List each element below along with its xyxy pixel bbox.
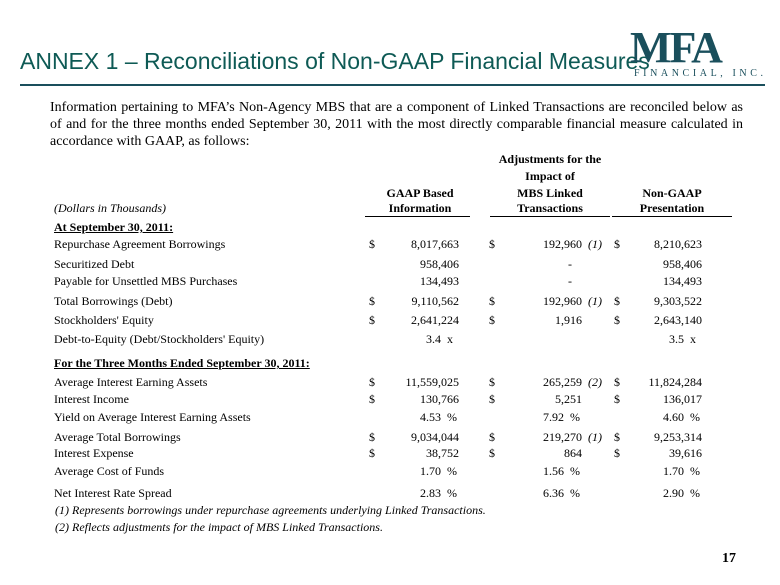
row-label: Yield on Average Interest Earning Assets bbox=[54, 410, 251, 424]
unit-suffix: % bbox=[447, 486, 457, 500]
intro-paragraph: Information pertaining to MFA’s Non-Agency MBS that are a component of Linked Transactions are reconciled below as of and for the three months ended September 30, 2011 with the most directly comparable financial measure calculated in accordance with GAAP, as follows: bbox=[50, 100, 743, 149]
currency-symbol: $ bbox=[489, 294, 495, 308]
value-col2: 7.92 bbox=[543, 410, 564, 424]
table-row bbox=[54, 257, 734, 273]
unit-suffix: % bbox=[690, 410, 700, 424]
currency-symbol: $ bbox=[614, 392, 620, 406]
row-label: At September 30, 2011: bbox=[54, 220, 174, 234]
table-row bbox=[54, 294, 734, 310]
row-label: Interest Expense bbox=[54, 446, 134, 460]
value-col3: 134,493 bbox=[663, 274, 702, 288]
value-col2: 864 bbox=[564, 446, 582, 460]
currency-symbol: $ bbox=[614, 430, 620, 444]
gaap-header-underline bbox=[365, 216, 470, 217]
value-col2: 6.36 bbox=[543, 486, 564, 500]
value-col2: 5,251 bbox=[555, 392, 582, 406]
currency-symbol: $ bbox=[489, 313, 495, 327]
value-col3: 2.90 bbox=[663, 486, 684, 500]
value-col3: 4.60 bbox=[663, 410, 684, 424]
table-row bbox=[54, 410, 734, 426]
value-col1: 2.83 bbox=[420, 486, 441, 500]
value-col2: 1.56 bbox=[543, 464, 564, 478]
value-col1: 958,406 bbox=[420, 257, 459, 271]
table-section-heading bbox=[54, 356, 734, 372]
row-label: Net Interest Rate Spread bbox=[54, 486, 172, 500]
footnote-2: (2) Reflects adjustments for the impact of MBS Linked Transactions. bbox=[55, 520, 383, 534]
value-col2: 1,916 bbox=[555, 313, 582, 327]
value-col2: 265,259 bbox=[543, 375, 582, 389]
adj-header-line3: MBS Linked bbox=[517, 186, 583, 200]
value-col3: 9,303,522 bbox=[654, 294, 702, 308]
value-col1: 38,752 bbox=[426, 446, 459, 460]
unit-suffix: % bbox=[570, 464, 580, 478]
value-col3: 958,406 bbox=[663, 257, 702, 271]
unit-suffix: % bbox=[570, 486, 580, 500]
value-col1: 9,034,044 bbox=[411, 430, 459, 444]
value-col3: 3.5 bbox=[669, 332, 684, 346]
currency-symbol: $ bbox=[369, 313, 375, 327]
row-label: Repurchase Agreement Borrowings bbox=[54, 237, 226, 251]
row-label: Payable for Unsettled MBS Purchases bbox=[54, 274, 238, 288]
row-label: Average Total Borrowings bbox=[54, 430, 181, 444]
dollars-label: (Dollars in Thousands) bbox=[54, 201, 167, 215]
row-label: Securitized Debt bbox=[54, 257, 135, 271]
row-label: Interest Income bbox=[54, 392, 129, 406]
gaap-header-line2: Information bbox=[388, 201, 452, 215]
currency-symbol: $ bbox=[369, 237, 375, 251]
adj-header-line2: Impact of bbox=[525, 169, 575, 183]
value-col2: 192,960 bbox=[543, 294, 582, 308]
currency-symbol: $ bbox=[489, 430, 495, 444]
logo-subtitle: FINANCIAL, INC. bbox=[634, 68, 767, 79]
nongaap-header-line1: Non-GAAP bbox=[642, 186, 702, 200]
mfa-logo bbox=[628, 23, 767, 82]
currency-symbol: $ bbox=[614, 313, 620, 327]
title-rule bbox=[20, 84, 765, 86]
currency-symbol: $ bbox=[489, 375, 495, 389]
unit-suffix: % bbox=[690, 464, 700, 478]
currency-symbol: $ bbox=[369, 392, 375, 406]
value-col2: 192,960 bbox=[543, 237, 582, 251]
page-number: 17 bbox=[722, 551, 736, 566]
value-col1: 4.53 bbox=[420, 410, 441, 424]
table-section-heading bbox=[54, 220, 734, 236]
value-col1: 2,641,224 bbox=[411, 313, 459, 327]
footnote-ref: (1) bbox=[588, 430, 602, 444]
row-label: For the Three Months Ended September 30, 2011: bbox=[54, 356, 310, 370]
table-row bbox=[54, 237, 734, 253]
table-row bbox=[54, 313, 734, 329]
table-row bbox=[54, 486, 734, 502]
unit-suffix: % bbox=[447, 410, 457, 424]
value-col3: 8,210,623 bbox=[654, 237, 702, 251]
value-col1: 9,110,562 bbox=[411, 294, 459, 308]
table-row bbox=[54, 274, 734, 290]
table-row bbox=[54, 375, 734, 391]
value-col1: 134,493 bbox=[420, 274, 459, 288]
currency-symbol: $ bbox=[489, 392, 495, 406]
row-label: Average Interest Earning Assets bbox=[54, 375, 208, 389]
adj-header-line4: Transactions bbox=[517, 201, 583, 215]
currency-symbol: $ bbox=[369, 430, 375, 444]
value-col2: - bbox=[568, 257, 572, 271]
currency-symbol: $ bbox=[369, 375, 375, 389]
value-col3: 2,643,140 bbox=[654, 313, 702, 327]
value-col3: 39,616 bbox=[669, 446, 702, 460]
value-col2: 219,270 bbox=[543, 430, 582, 444]
page-title: ANNEX 1 – Reconciliations of Non-GAAP Financial Measures bbox=[20, 48, 650, 74]
footnote-ref: (1) bbox=[588, 294, 602, 308]
footnote-ref: (2) bbox=[588, 375, 602, 389]
unit-suffix: x bbox=[690, 332, 696, 346]
unit-suffix: x bbox=[447, 332, 453, 346]
footnote-ref: (1) bbox=[588, 237, 602, 251]
currency-symbol: $ bbox=[369, 446, 375, 460]
footnote-1: (1) Represents borrowings under repurchase agreements underlying Linked Transactions. bbox=[55, 503, 486, 517]
value-col3: 1.70 bbox=[663, 464, 684, 478]
table-row bbox=[54, 430, 734, 446]
table-row bbox=[54, 446, 734, 462]
value-col1: 8,017,663 bbox=[411, 237, 459, 251]
row-label: Average Cost of Funds bbox=[54, 464, 165, 478]
currency-symbol: $ bbox=[614, 375, 620, 389]
value-col2: - bbox=[568, 274, 572, 288]
nongaap-header-line2: Presentation bbox=[639, 201, 705, 215]
currency-symbol: $ bbox=[489, 237, 495, 251]
row-label: Total Borrowings (Debt) bbox=[54, 294, 173, 308]
row-label: Stockholders' Equity bbox=[54, 313, 154, 327]
currency-symbol: $ bbox=[369, 294, 375, 308]
row-label: Debt-to-Equity (Debt/Stockholders' Equity) bbox=[54, 332, 265, 346]
value-col3: 136,017 bbox=[663, 392, 702, 406]
adj-header-underline bbox=[490, 216, 610, 217]
unit-suffix: % bbox=[690, 486, 700, 500]
currency-symbol: $ bbox=[614, 294, 620, 308]
currency-symbol: $ bbox=[614, 237, 620, 251]
adj-header-line1: Adjustments for the bbox=[498, 152, 602, 166]
table-row bbox=[54, 392, 734, 408]
value-col3: 11,824,284 bbox=[648, 375, 702, 389]
value-col1: 3.4 bbox=[426, 332, 441, 346]
value-col3: 9,253,314 bbox=[654, 430, 702, 444]
value-col1: 130,766 bbox=[420, 392, 459, 406]
nongaap-header-underline bbox=[612, 216, 732, 217]
unit-suffix: % bbox=[447, 464, 457, 478]
value-col1: 11,559,025 bbox=[405, 375, 459, 389]
table-row bbox=[54, 332, 734, 348]
value-col1: 1.70 bbox=[420, 464, 441, 478]
table-row bbox=[54, 464, 734, 480]
gaap-header-line1: GAAP Based bbox=[386, 186, 454, 200]
logo-mark: MFA bbox=[630, 23, 721, 72]
currency-symbol: $ bbox=[614, 446, 620, 460]
currency-symbol: $ bbox=[489, 446, 495, 460]
unit-suffix: % bbox=[570, 410, 580, 424]
